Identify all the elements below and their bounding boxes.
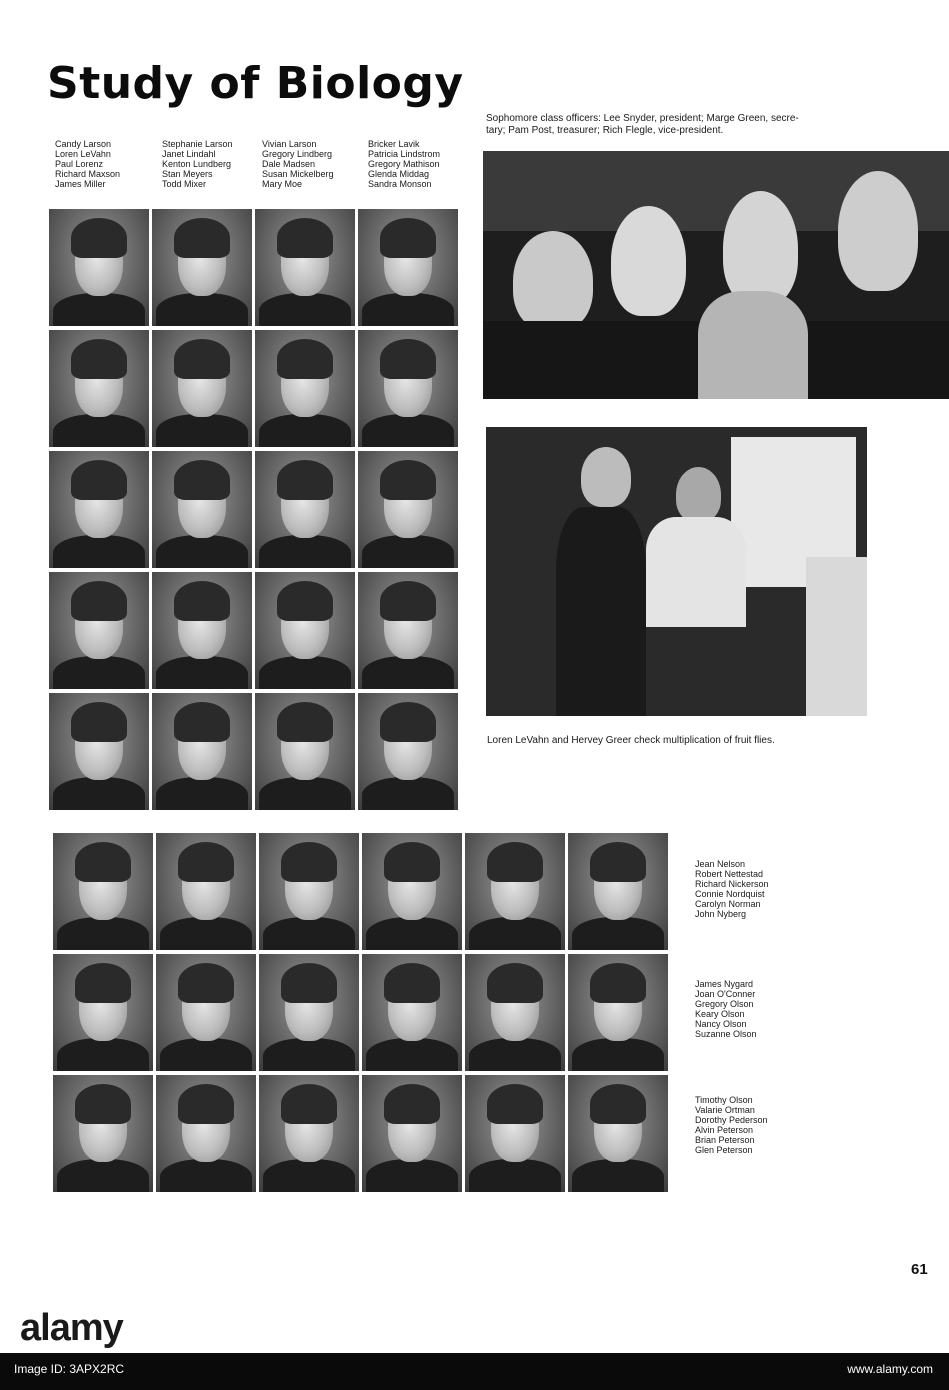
student-name: Jean Nelson (695, 859, 746, 869)
side-names-group-3 (695, 1095, 768, 1155)
image-id: Image ID: 3APX2RC (14, 1362, 125, 1376)
student-name: Richard Nickerson (695, 879, 769, 889)
student-name: Susan Mickelberg (262, 169, 334, 179)
student-portrait (568, 833, 668, 950)
name-column-3 (262, 139, 334, 189)
student-name: James Miller (55, 179, 106, 189)
student-name: Carolyn Norman (695, 899, 761, 909)
student-portrait (49, 451, 149, 568)
student-portrait (465, 954, 565, 1071)
student-name: Keary Olson (695, 1009, 745, 1019)
student-portrait (152, 572, 252, 689)
student-name: Todd Mixer (162, 179, 207, 189)
student-name: Brian Peterson (695, 1135, 755, 1145)
student-name: Janet Lindahl (162, 149, 216, 159)
lab-caption: Loren LeVahn and Hervey Greer check multiplication of fruit flies. (487, 735, 775, 746)
student-portrait (358, 209, 458, 326)
student-portrait (568, 1075, 668, 1192)
student-portrait (53, 833, 153, 950)
student-portrait (255, 209, 355, 326)
student-name: James Nygard (695, 979, 754, 989)
caption-line: Sophomore class officers: Lee Snyder, president; Marge Green, secre- (486, 113, 799, 124)
student-name: Dale Madsen (262, 159, 316, 169)
side-names-group-1 (695, 859, 769, 919)
student-portrait (255, 451, 355, 568)
student-name: Valarie Ortman (695, 1105, 755, 1115)
side-names-group-2 (695, 979, 757, 1039)
student-portrait (156, 833, 256, 950)
student-portrait (152, 209, 252, 326)
student-name: John Nyberg (695, 909, 747, 919)
student-name: Nancy Olson (695, 1019, 747, 1029)
student-name: Joan O'Conner (695, 989, 756, 999)
student-portrait (358, 693, 458, 810)
student-name: Robert Nettestad (695, 869, 764, 879)
student-portrait (362, 954, 462, 1071)
caption-line: tary; Pam Post, treasurer; Rich Flegle, vice-president. (486, 125, 724, 136)
page-number: 61 (911, 1261, 928, 1278)
student-portrait (358, 330, 458, 447)
name-column-2 (162, 139, 233, 189)
student-portrait (259, 954, 359, 1071)
page-title: Study of Biology (47, 58, 464, 109)
site-url: www.alamy.com (847, 1362, 933, 1376)
student-portrait (156, 1075, 256, 1192)
student-portrait (152, 693, 252, 810)
student-name: Glen Peterson (695, 1145, 753, 1155)
student-portrait (156, 954, 256, 1071)
student-name: Loren LeVahn (55, 149, 111, 159)
student-name: Stephanie Larson (162, 139, 233, 149)
student-portrait (362, 833, 462, 950)
student-portrait (259, 1075, 359, 1192)
name-column-1 (55, 139, 120, 189)
student-name: Gregory Mathison (368, 159, 440, 169)
student-portrait (358, 451, 458, 568)
footer-bar (0, 1353, 949, 1390)
student-name: Richard Maxson (55, 169, 121, 179)
student-portrait (465, 833, 565, 950)
student-name: Gregory Olson (695, 999, 754, 1009)
student-portrait (53, 954, 153, 1071)
officers-caption (486, 113, 876, 137)
student-portrait (255, 572, 355, 689)
student-portrait (255, 693, 355, 810)
student-name: Patricia Lindstrom (368, 149, 441, 159)
student-portrait (152, 451, 252, 568)
student-portrait (152, 330, 252, 447)
student-name: Connie Nordquist (695, 889, 765, 899)
student-name: Bricker Lavik (368, 139, 420, 149)
student-name: Suzanne Olson (695, 1029, 757, 1039)
name-column-4 (368, 139, 440, 189)
alamy-logo: alamy (20, 1307, 123, 1349)
student-portrait (255, 330, 355, 447)
student-name: Alvin Peterson (695, 1125, 754, 1135)
student-portrait (49, 330, 149, 447)
student-name: Stan Meyers (162, 169, 213, 179)
student-name: Glenda Middag (368, 169, 430, 179)
student-portrait (568, 954, 668, 1071)
lab-photo (486, 427, 867, 716)
student-name: Dorothy Pederson (695, 1115, 768, 1125)
student-portrait (362, 1075, 462, 1192)
officers-photo (483, 151, 949, 399)
student-portrait (49, 693, 149, 810)
student-name: Candy Larson (55, 139, 112, 149)
student-portrait (49, 209, 149, 326)
student-name: Kenton Lundberg (162, 159, 232, 169)
student-name: Paul Lorenz (55, 159, 104, 169)
student-name: Sandra Monson (368, 179, 432, 189)
student-name: Vivian Larson (262, 139, 317, 149)
student-portrait (49, 572, 149, 689)
student-name: Mary Moe (262, 179, 303, 189)
student-portrait (53, 1075, 153, 1192)
student-portrait (465, 1075, 565, 1192)
student-portrait (358, 572, 458, 689)
student-name: Gregory Lindberg (262, 149, 333, 159)
student-portrait (259, 833, 359, 950)
student-name: Timothy Olson (695, 1095, 753, 1105)
